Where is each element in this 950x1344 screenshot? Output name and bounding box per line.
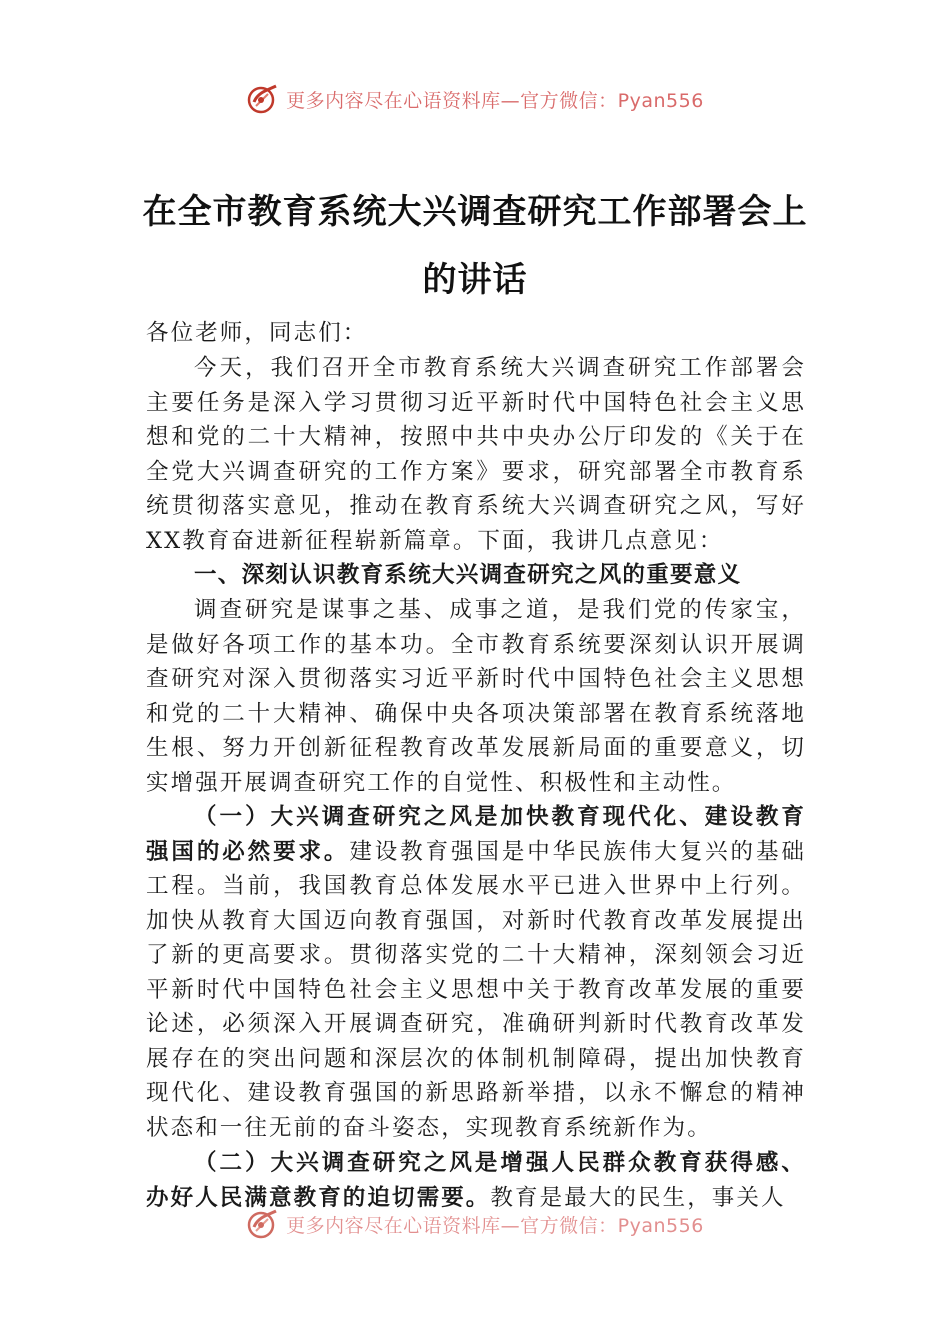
watermark-header xyxy=(0,82,950,116)
watermark-text: 更多内容尽在心语资料库—官方微信：Pyan556 xyxy=(286,1214,704,1237)
subsection-2-lead: （二）大兴调查研究之风是增强人民群众教育获得感、办好人民满意教育的迫切需要。 xyxy=(146,1150,806,1211)
subsection-2-body: 教育是最大的民生，事关人 xyxy=(490,1184,786,1211)
logo-icon xyxy=(246,1207,280,1241)
document-title: 在全市教育系统大兴调查研究工作部署会上的讲话 xyxy=(142,192,808,300)
subsection-1-body: 建设教育强国是中华民族伟大复兴的基础工程。当前，我国教育总体发展水平已进入世界中上行列。加快从教育大国迈向教育强国，对新时代教育改革发展提出了新的更高要求。贯彻落实党的二十大精神，深刻领会习近平新时代中国特色社会主义思想中关于教育改革发展的重要论述，必须深入开展调查研究，准确研判新时代教育改革发展存在的突出问题和深层次的体制机制障碍，提出加快教育现代化、建设教育强国的新思路新举措，以永不懈怠的精神状态和一往无前的奋斗姿态，实现教育系统新作为。 xyxy=(146,838,806,1141)
intro-paragraph: 今天，我们召开全市教育系统大兴调查研究工作部署会主要任务是深入学习贯彻习近平新时代中国特色社会主义思想和党的二十大精神，按照中共中央办公厅印发的《关于在全党大兴调查研究的工作方案》要求，研究部署全市教育系统贯彻落实意见，推动在教育系统大兴调查研究之风，写好XX教育奋进新征程崭新篇章。下面，我讲几点意见： xyxy=(146,355,806,554)
subsection-1-paragraph xyxy=(146,800,806,1145)
subsection-2-paragraph xyxy=(146,1146,806,1215)
watermark-text: 更多内容尽在心语资料库—官方微信：Pyan556 xyxy=(286,89,704,112)
section-1-paragraph: 调查研究是谋事之基、成事之道，是我们党的传家宝，是做好各项工作的基本功。全市教育系统要深刻认识开展调查研究对深入贯彻落实习近平新时代中国特色社会主义思想和党的二十大精神、确保中央各项决策部署在教育系统落地生根、努力开创新征程教育改革发展新局面的重要意义，切实增强开展调查研究工作的自觉性、积极性和主动性。 xyxy=(146,597,806,796)
section-1-heading: 一、深刻认识教育系统大兴调查研究之风的重要意义 xyxy=(194,562,742,588)
salutation: 各位老师，同志们： xyxy=(146,320,368,346)
watermark-footer xyxy=(0,1207,950,1241)
logo-icon xyxy=(246,82,280,116)
subsection-1-lead: （一）大兴调查研究之风是加快教育现代化、建设教育强国的必然要求。 xyxy=(146,804,806,865)
